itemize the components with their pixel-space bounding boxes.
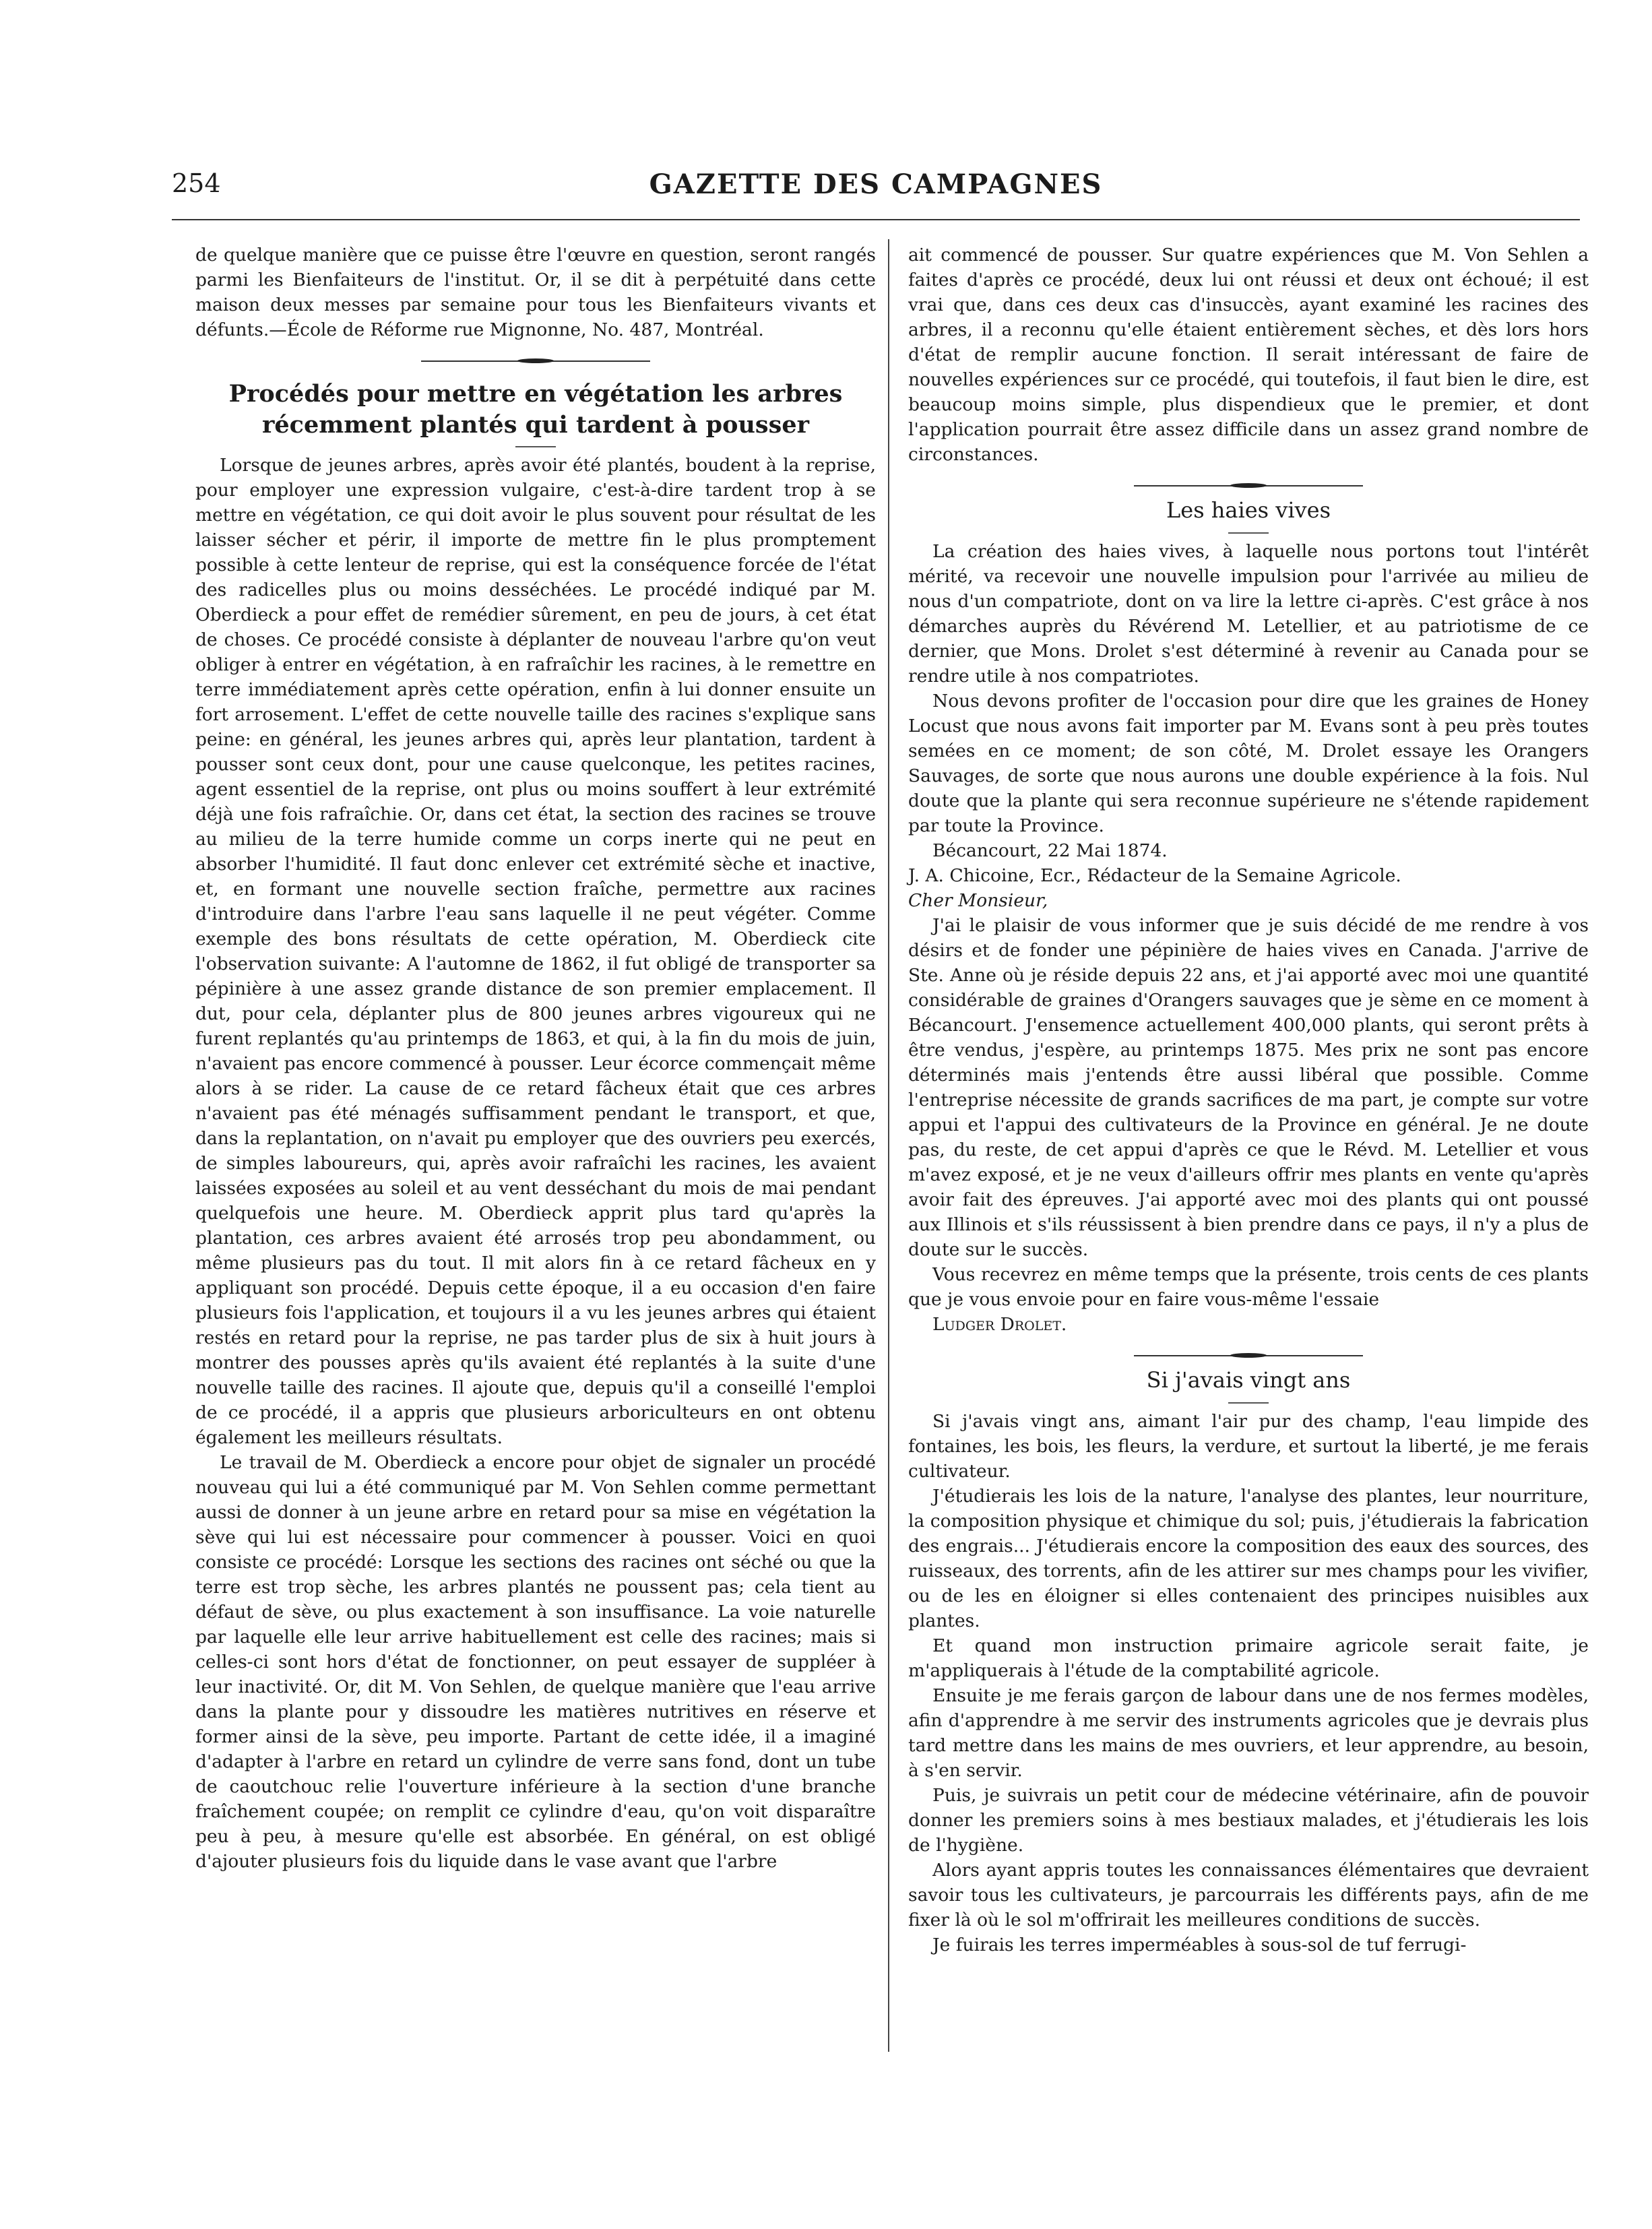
title-dash	[1228, 532, 1269, 534]
haies-paragraph: Nous devons profiter de l'occasion pour dire que les graines de Honey Locust que nous avons fait importer par M. Evans sont à peu près toutes semées en ce moment; de son côté, M. Drolet essaye les Orangers Sauvages, de sorte que nous aurons une double expérience à la fois. Nul doute que la plante qui sera reconnue supérieure ne s'étende rapidement par toute la Province.	[908, 691, 1589, 836]
vingt-ans-paragraph: J'étudierais les lois de la nature, l'analyse des plantes, leur nourriture, la composition physique et chimique du sol; puis, j'étudierais la fabrication des engrais... J'étudierais encore la composition des eaux des sources, des ruisseaux, des torrents, afin de les attirer sur mes champs pour les vivifier, ou de les en éloigner si elles contenaient des principes nuisibles aux plantes.	[908, 1486, 1589, 1631]
continued-paragraph: ait commencé de pousser. Sur quatre expériences que M. Von Sehlen a faites d'après ce procédé, deux lui ont réussi et deux ont échoué; il est vrai que, dans ces deux cas d'insuccès, ayant examiné les racines des arbres, il a reconnu qu'elle étaient entièrement sèches, et dès lors hors d'état de remplir aucune fonction. Il serait intéressant de faire de nouvelles expériences sur ce procédé, qui toutefois, il faut bien le dire, est beaucoup moins simple, plus dispendieux que le premier, et dont l'application pourrait être assez difficile dans un assez grand nombre de circonstances.	[908, 245, 1589, 465]
title-dash	[515, 446, 556, 447]
vingt-ans-paragraph: Puis, je suivrais un petit cour de médecine vétérinaire, afin de pouvoir donner les premiers soins à mes bestiaux malades, et j'étudierais les lois de l'hygiène.	[908, 1785, 1589, 1856]
letter-paragraph: Vous recevrez en même temps que la présente, trois cents de ces plants que je vous envoie pour en faire vous-même l'essaie	[908, 1264, 1589, 1310]
article-paragraph: Lorsque de jeunes arbres, après avoir été plantés, boudent à la reprise, pour employer une expression vulgaire, c'est-à-dire tardent trop à se mettre en végétation, ce qui doit avoir le plus souvent pour résultat de les laisser sécher et périr, il importe de mettre fin le plus promptement possible à cette lenteur de reprise, qui est la conséquence forcée de l'état des radicelles plus ou moins desséchées. Le procédé indiqué par M. Oberdieck a pour effet de remédier sûrement, en peu de jours, à cet état de choses. Ce procédé consiste à déplanter de nouveau l'arbre qu'on veut obliger à entrer en végétation, à en rafraîchir les racines, à le remettre en terre immédiatement après cette opération, enfin à lui donner ensuite un fort arrosement. L'effet de cette nouvelle taille des racines s'explique sans peine: en général, les jeunes arbres qui, après leur plantation, tardent à pousser sont ceux dont, pour une cause quelconque, les petites racines, agent essentiel de la reprise, ont plus ou moins souffert à leur extrémité déjà une fois rafraîchie. Or, dans cet état, la section des racines se trouve au milieu de la terre humide comme un corps inerte qui ne peut en absorber l'humidité. Il faut donc enlever cet extrémité sèche et inactive, et, en formant une nouvelle section fraîche, permettre aux racines d'introduire dans l'arbre l'eau sans laquelle il ne peut végéter. Comme exemple des bons résultats de cette opération, M. Oberdieck cite l'observation suivante: A l'automne de 1862, il fut obligé de transporter sa pépinière à une assez grande distance de son premier emplacement. Il dut, pour cela, déplanter plus de 800 jeunes arbres vigoureux qui ne furent replantés qu'au printemps de 1863, et qui, à la fin du mois de juin, n'avaient pas encore commencé à pousser. Leur écorce commençait même alors à se rider. La cause de ce retard fâcheux était que ces arbres n'avaient pas été ménagés suffisamment pendant le transport, et que, dans la replantation, on n'avait pu employer que des ouvriers peu exercés, de simples laboureurs, qui, après avoir rafraîchi les racines, les avaient laissées exposées au soleil et au vent desséchant du mois de mai pendant quelquefois une heure. M. Oberdieck apprit plus tard qu'après la plantation, ces arbres avaient été arrosés trop peu abondamment, ou même plusieurs pas du tout. Il mit alors fin à ce retard fâcheux en y appliquant son procédé. Depuis cette époque, il a eu occasion d'en faire plusieurs fois l'application, et toujours il a vu les jeunes arbres qui étaient restés en retard pour la reprise, ne pas tarder plus de six à huit jours à montrer des pousses après qu'ils avaient été replantés à la suite d'une nouvelle taille des racines. Il ajoute que, depuis qu'il a conseillé l'emploi de ce procédé, il a appris que plusieurs arboriculteurs en ont obtenu également les meilleurs résultats.	[195, 455, 876, 1448]
letter-addressee: J. A. Chicoine, Ecr., Rédacteur de la Semaine Agricole.	[908, 865, 1401, 886]
vingt-ans-title: Si j'avais vingt ans	[1146, 1367, 1351, 1393]
letter-signature: Ludger Drolet.	[932, 1314, 1067, 1335]
header-rule	[172, 219, 1580, 220]
article-title: Procédés pour mettre en végétation les arbres récemment plantés qui tardent à pousser	[228, 380, 843, 439]
article-paragraph: Le travail de M. Oberdieck a encore pour objet de signaler un procédé nouveau qui lui a été communiqué par M. Von Sehlen comme permettant aussi de donner à un jeune arbre en retard pour sa mise en végétation la sève qui lui est nécessaire pour commencer à pousser. Voici en quoi consiste ce procédé: Lorsque les sections des racines ont séché ou que la terre est trop sèche, les arbres plantés ne poussent pas; cela tient au défaut de sève, ou plus exactement à son insuffisance. La voie naturelle par laquelle elle leur arrive habituellement est celle des racines; mais si celles-ci sont hors d'état de fonctionner, on peut essayer de suppléer à leur inactivité. Or, dit M. Von Sehlen, de quelque manière que l'eau arrive dans la plante pour y dissoudre les matières nutritives en réserve et former ainsi de la sève, peu importe. Partant de cette idée, il a imaginé d'adapter à l'arbre en retard un cylindre de verre sans fond, dont un tube de caoutchouc relie l'ouverture inférieure à la section d'une branche fraîchement coupée; on remplit ce cylindre d'eau, qu'on voit disparaître peu à peu, à mesure qu'elle est absorbée. En général, on est obligé d'ajouter plusieurs fois du liquide dans le vase avant que l'arbre	[195, 1452, 876, 1872]
intro-paragraph: de quelque manière que ce puisse être l'œuvre en question, seront rangés parmi les Bienfaiteurs de l'institut. Or, il se dit à perpétuité dans cette maison deux messes par semaine pour tous les Bienfaiteurs vivants et défunts.—École de Réforme rue Mignonne, No. 487, Montréal.	[195, 245, 876, 340]
page-header	[172, 168, 1580, 209]
letter-dateline: Bécancourt, 22 Mai 1874.	[932, 840, 1168, 861]
left-column	[195, 243, 876, 1874]
vingt-ans-paragraph: Ensuite je me ferais garçon de labour dans une de nos fermes modèles, afin d'apprendre à me servir des instruments agricoles que je devrais plus tard mettre dans les mains de mes ouvriers, et leur apprendre, au besoin, à s'en servir.	[908, 1685, 1589, 1781]
column-divider	[888, 239, 889, 2052]
right-column	[908, 243, 1589, 1957]
page-number: 254	[172, 168, 221, 198]
vingt-ans-paragraph: Si j'avais vingt ans, aimant l'air pur des champ, l'eau limpide des fontaines, les bois, les fleurs, la verdure, et surtout la liberté, je me ferais cultivateur.	[908, 1411, 1589, 1482]
section-ornament	[1134, 1353, 1363, 1358]
letter-salutation: Cher Monsieur,	[908, 890, 1048, 911]
vingt-ans-paragraph: Et quand mon instruction primaire agricole serait faite, je m'appliquerais à l'étude de la comptabilité agricole.	[908, 1635, 1589, 1681]
letter-paragraph: J'ai le plaisir de vous informer que je suis décidé de me rendre à vos désirs et de fonder une pépinière de haies vives en Canada. J'arrive de Ste. Anne où je réside depuis 22 ans, et j'ai apporté avec moi une quantité considérable de graines d'Orangers sauvages que je sème en ce moment à Bécancourt. J'ensemence actuellement 400,000 plants, qui seront prêts à être vendus, j'espère, au printemps 1875. Mes prix ne sont pas encore déterminés mais j'entends être aussi libéral que possible. Comme l'entreprise nécessite de grands sacrifices de ma part, je compte sur votre appui et l'appui des cultivateurs de la Province en général. Je ne doute pas, du reste, de cet appui d'après ce que le Révd. M. Letellier et vous m'avez exposé, et je ne veux d'ailleurs offrir mes plants en vente qu'après avoir fait des épreuves. J'ai apporté avec moi des plants qui ont poussé aux Illinois et s'ils réussissent à bien prendre dans ce pays, il n'y a plus de doute sur le succès.	[908, 915, 1589, 1260]
haies-paragraph: La création des haies vives, à laquelle nous portons tout l'intérêt mérité, va recevoir une nouvelle impulsion pour l'arrivée au milieu de nous d'un compatriote, dont on va lire la lettre ci-après. C'est grâce à nos démarches auprès du Révérend M. Letellier, et au patriotisme de ce dernier, que Mons. Drolet s'est déterminé à revenir au Canada pour se rendre utile à nos compatriotes.	[908, 541, 1589, 687]
vingt-ans-paragraph: Alors ayant appris toutes les connaissances élémentaires que devraient savoir tous les cultivateurs, je parcourrais les différents pays, afin de me fixer là où le sol m'offrirait les meilleures conditions de succès.	[908, 1860, 1589, 1930]
haies-title: Les haies vives	[1166, 497, 1331, 523]
title-dash	[1228, 1402, 1269, 1404]
section-ornament	[421, 358, 650, 364]
vingt-ans-paragraph: Je fuirais les terres imperméables à sous-sol de tuf ferrugi-	[932, 1935, 1467, 1955]
section-ornament	[1134, 483, 1363, 489]
masthead-title: GAZETTE DES CAMPAGNES	[649, 168, 1103, 200]
